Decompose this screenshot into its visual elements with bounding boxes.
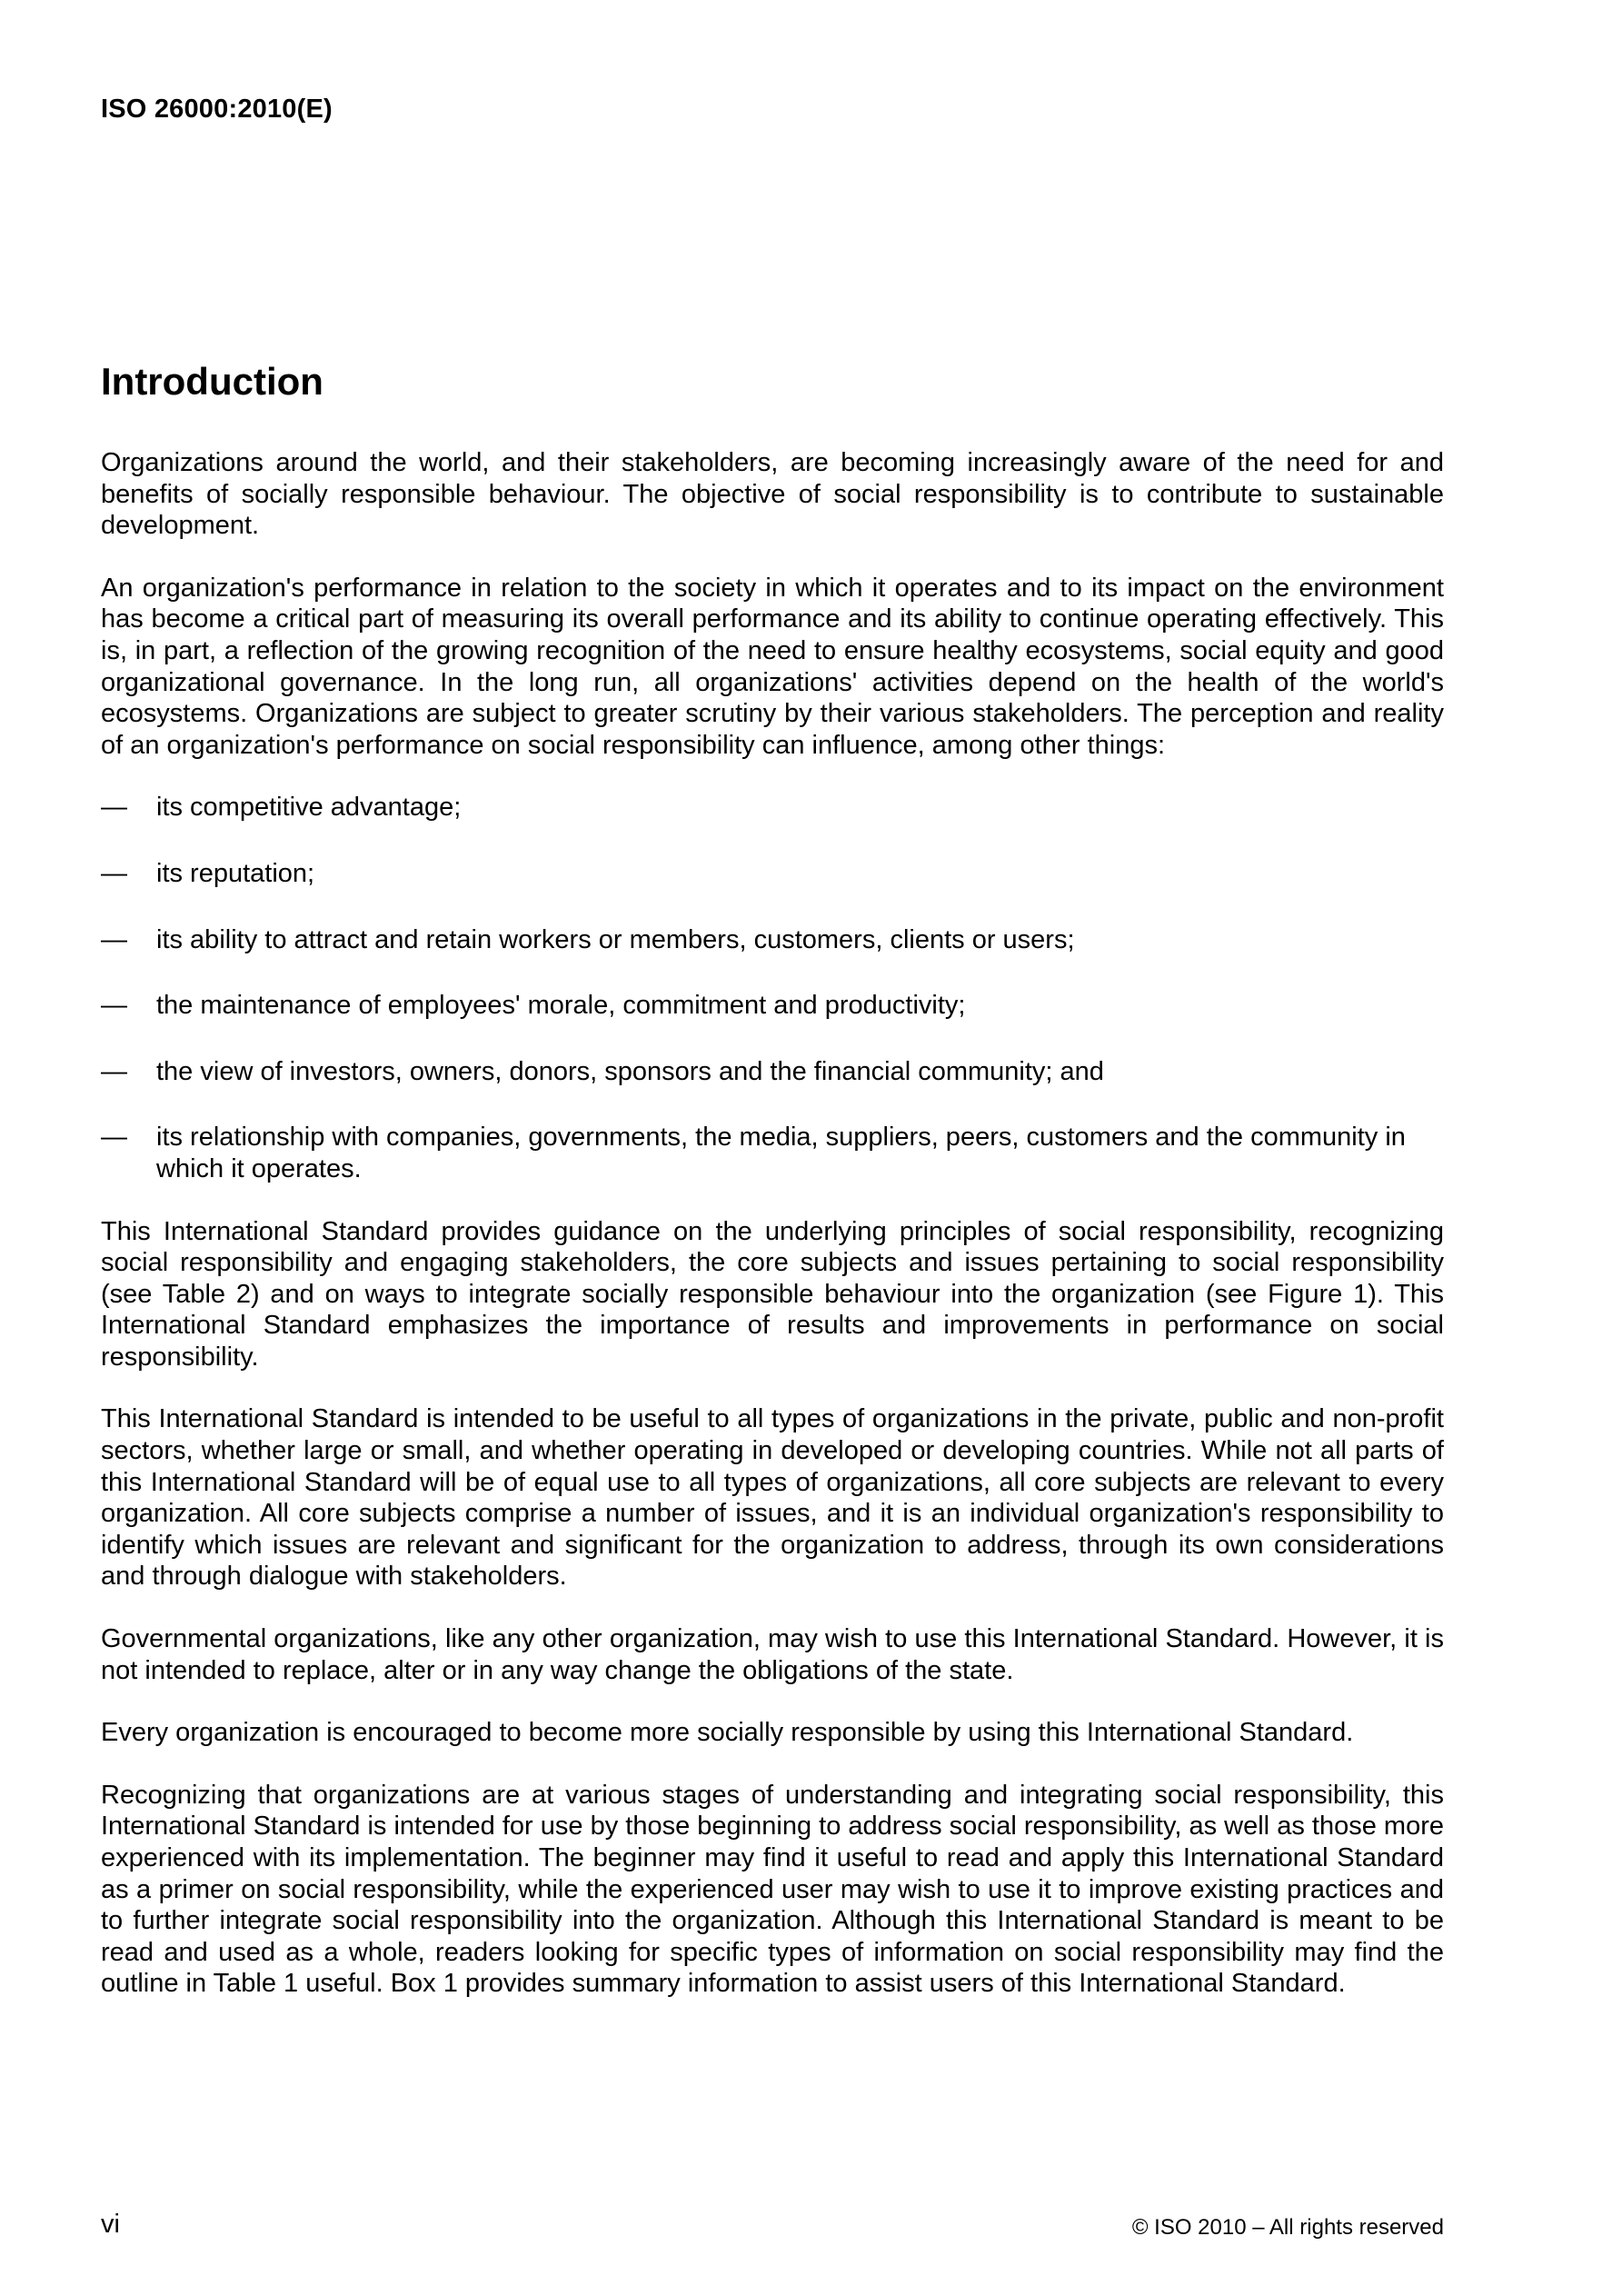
page-number: vi xyxy=(101,2210,120,2239)
paragraph-7: Recognizing that organizations are at various stages of understanding and integrating social responsibility, this International Standard is intended for use by those beginning to address social responsibility, as well as those more experienced with its implementation. The beginner may find it useful to read and apply this International Standard as a primer on social responsibility, while the experienced user may wish to use it to improve existing practices and to further integrate social responsibility into the organization. Although this International Standard is meant to be read and used as a whole, readers looking for specific types of information on social responsibility may find the outline in Table 1 useful. Box 1 provides summary information to assist users of this International Standard. xyxy=(101,1780,1444,1999)
paragraph-5: Governmental organizations, like any other organization, may wish to use this International Standard. However, it is not intended to replace, alter or in any way change the obligations of the state. xyxy=(101,1624,1444,1685)
dash-bullet: — xyxy=(101,1123,127,1153)
dash-bullet: — xyxy=(101,858,127,888)
dash-bullet: — xyxy=(101,1056,127,1086)
paragraph-2: An organization's performance in relation to the society in which it operates and to its impact on the environment has become a critical part of measuring its overall performance and its ability to continue operating effectively. This is, in part, a reflection of the growing recognition of the need to ensure healthy ecosystems, social equity and good organizational governance. In the long run, all organizations' activities depend on the health of the world's ecosystems. Organizations are subject to greater scrutiny by their various stakeholders. The perception and reality of an organization's performance on social responsibility can influence, among other things: xyxy=(101,573,1444,760)
paragraph-6: Every organization is encouraged to become more socially responsible by using this International Standard. xyxy=(101,1718,1354,1748)
list-item xyxy=(101,1122,1444,1184)
list-item xyxy=(101,1056,1444,1088)
list-item xyxy=(101,990,1444,1022)
copyright-notice: © ISO 2010 – All rights reserved xyxy=(1131,2215,1444,2240)
paragraph-4: This International Standard is intended to be useful to all types of organizations in the private, public and non-profit sectors, whether large or small, and whether operating in developed or developing countries. While not all parts of this International Standard will be of equal use to all types of organizations, all core subjects are relevant to every organization. All core subjects comprise a number of issues, and it is an individual organization's responsibility to identify which issues are relevant and significant for the organization to address, through its own considerations and through dialogue with stakeholders. xyxy=(101,1404,1444,1592)
list-item-text: its competitive advantage; xyxy=(156,793,462,823)
section-title: Introduction xyxy=(101,360,323,403)
dash-bullet: — xyxy=(101,924,127,954)
list-item-text: its reputation; xyxy=(156,858,315,888)
list-item xyxy=(101,858,1444,890)
dash-bullet: — xyxy=(101,793,127,823)
list-item-text: its relationship with companies, governments, the media, suppliers, peers, customers and the community in which it operates. xyxy=(156,1123,1406,1183)
list-item xyxy=(101,924,1444,956)
list-item-text: the maintenance of employees' morale, commitment and productivity; xyxy=(156,991,966,1021)
list-item xyxy=(101,792,1444,824)
document-id-header: ISO 26000:2010(E) xyxy=(101,95,333,124)
paragraph-3: This International Standard provides guidance on the underlying principles of social responsibility, recognizing social responsibility and engaging stakeholders, the core subjects and issues pertaining to social responsibility (see Table 2) and on ways to integrate socially responsible behaviour into the organization (see Figure 1). This International Standard emphasizes the importance of results and improvements in performance on social responsibility. xyxy=(101,1216,1444,1372)
influence-list xyxy=(101,792,1444,1184)
page-content xyxy=(101,356,1444,2031)
dash-bullet: — xyxy=(101,991,127,1021)
paragraph-1: Organizations around the world, and their stakeholders, are becoming increasingly aware of the need for and benefits of socially responsible behaviour. The objective of social responsibility is to contribute to sustainable development. xyxy=(101,448,1444,541)
list-item-text: its ability to attract and retain workers or members, customers, clients or users; xyxy=(156,924,1075,954)
list-item-text: the view of investors, owners, donors, sponsors and the financial community; and xyxy=(156,1056,1104,1086)
